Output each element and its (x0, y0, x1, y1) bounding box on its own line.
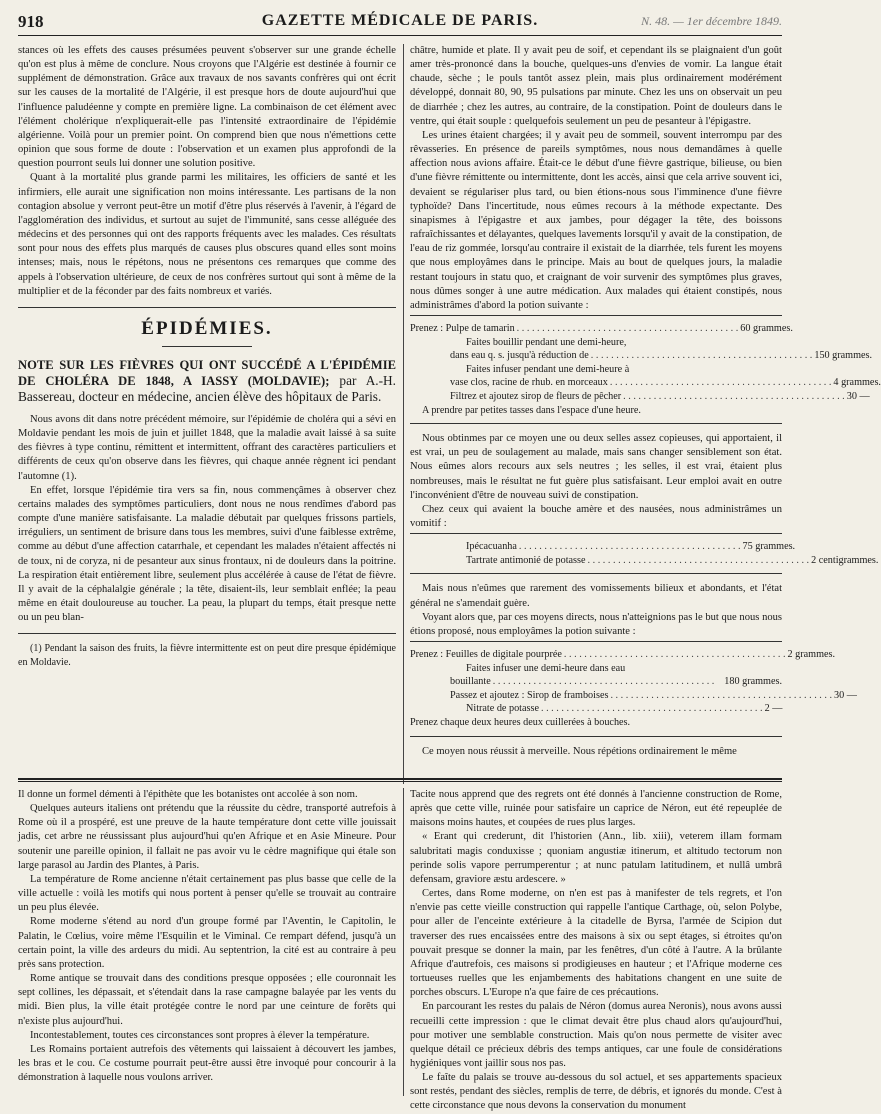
recipe-line: Filtrez et ajoutez sirop de fleurs de pêcher . . . 30 — (410, 390, 782, 404)
right-paragraph-2: Les urines étaient chargées; il y avait peu de sommeil, souvent interrompu par des rêvasseries. En présence de pareils symptômes, nous nous demandâmes à quelle affection nous avions affaire. Était-ce le début d'une fièvre gastrique, bilieuse, ou bien d'une fièvre rémittente ou intermittente, dont les accès, ainsi que cela arrive souvent ici, devaient se régulariser plus tard, ou bien étions-nous sous l'imminence d'une fièvre typhoïde? Dans l'incertitude, nous eûmes recours à la méthode expectante. Des sinapismes à l'épigastre et aux jambes, pour dégager la tête, des boissons rafraîchissantes et délayantes, quelques lavements lorsqu'il y avait de la constipation, de l'eau de riz gommée, lorsqu'au contraire il existait de la diarrhée, tels furent les moyens que nous employâmes dans le principe. Mais au bout de quelques jours, la maladie restant toujours in statu quo, et craignant de voir survenir des symptômes plus graves, nous dûmes songer à une autre médication. Aux malades qui étaient constipés, nous administrâmes d'abord la potion suivante : (410, 129, 782, 311)
recipe-line: Tartrate antimonié de potasse . . . 2 centigrammes. (410, 554, 782, 568)
right-paragraph-4: Chez ceux qui avaient la bouche amère et des nausées, nous administrâmes un vomitif : (410, 503, 782, 530)
page-header (18, 10, 782, 36)
intro-paragraph-1: stances où les effets des causes présumées peuvent s'observer sur une grande échelle qu'on est plus à même de conclure. Nous croyons que l'Algérie est destinée à fournir ce supplément de démonstration. Grâce aux travaux de nos savants confrères qui ont écrit sur les causes de la mortalité de l'Algérie, il est presque hors de doute aujourd'hui que l'influence paludéenne y compte en première ligne. La combinaison de cet élément avec l'élément cholérique n'expliquerait-elle pas l'intensité extraordinaire de l'épidémie algérienne. Voilà pour un premier point. On comprend bien que nous n'émettions cette opinion que sous forme de doute : l'observation et un examen plus approfondi de la question pourront seuls lui donner une solution positive. (18, 45, 396, 170)
recipe-line: Faites bouillir pendant une demi-heure, (466, 336, 627, 348)
bottom-right-paragraph: En parcourant les restes du palais de Néron (domus aurea Neronis), nous avons aussi recueilli cette impression : que le climat devait être plus chaud alors qu'aujourd'hui, pour motiver une semblable construction. Mais qu'on nous permette de visiter avec quelque détail ce précieux débris des temps antiques, car une foule de considérations hygiéniques vont jaillir sous nos pas. (410, 1001, 782, 1069)
bottom-left-paragraph: Rome antique se trouvait dans des conditions presque opposées ; elle couronnait les sept collines, les dépassait, et s'étendait dans la rase campagne balayée par les vents du midi. Bien plus, la ville était protégée contre le nord par une ceinture de forêts qui n'existe plus aujourd'hui. (18, 973, 396, 1027)
recipe-line: Prenez : Feuilles de digitale pourprée . . . 2 grammes. (410, 648, 782, 662)
bottom-left-paragraph: Les Romains portaient autrefois des vêtements qui laissaient à découvert les jambes, les bras et le cou. Ce costume pourrait peut-être aussi être invoqué pour concourir à la démonstration à laquelle nous voulons arriver. (18, 1043, 396, 1084)
recipe-line: dans eau q. s. jusqu'à réduction de . . . 150 grammes. (410, 349, 782, 363)
page-divider (18, 778, 782, 780)
bottom-left-paragraph: Rome moderne s'étend au nord d'un groupe formé par l'Aventin, le Capitolin, le Palatin, le Cœlius, voire même l'Esquilin et le Viminal. Ce rempart défend, jusqu'à un certain point, la ville des ardeurs du midi. Au septentrion, la cité est au contraire à peu près sans protection. (18, 916, 396, 970)
bottom-left-paragraph: Il donne un formel démenti à l'épithète que les botanistes ont accolée à son nom. (18, 789, 358, 800)
page-divider-thin (18, 781, 782, 782)
body-paragraph-2: En effet, lorsque l'épidémie tira vers sa fin, nous commençâmes à observer chez certains malades des symptômes particuliers, dont nous ne nous rendîmes d'abord pas compte d'une manière satisfaisante. La maladie débutait par quelques frissons partiels, irréguliers, un sentiment de brisure dans tous les membres, suivi d'une faiblesse extrême, comme au début d'une affection catarrhale, et cependant les malades n'étaient affectés ni de toux, ni de coryza, ni de pesanteur aux sinus frontaux, ni de douleurs dans la poitrine. La respiration était entièrement libre, seulement plus accélérée à cause de l'état de fièvre. Il y avait de la céphalalgie générale ; la tête, disaient-ils, leur semblait enflée; la peau même en était douloureuse au toucher. La peau, la plupart du temps, était presque nette ou un peu blan- (18, 484, 396, 624)
recipe-line: A prendre par petites tasses dans l'espace d'une heure. (422, 404, 641, 416)
bottom-left-column (18, 788, 396, 1096)
recipe-line: Nitrate de potasse . . . 2 — (410, 702, 782, 716)
section-title-underline (162, 346, 252, 347)
recipe-digitale (410, 641, 857, 737)
issue-date: N. 48. — 1er décembre 1849. (641, 14, 782, 28)
right-paragraph-5: Mais nous n'eûmes que rarement des vomissements bilieux et abondants, et l'état général ne s'amendait guère. (410, 583, 782, 609)
bottom-left-paragraph: La température de Rome ancienne n'était certainement pas plus basse que celle de la ville actuelle : voilà les motifs qui nous portent à penser qu'elle se trouvait au contraire un peu plus élevée. (18, 873, 396, 914)
column-divider (403, 44, 404, 784)
bottom-right-paragraph: « Erant qui crederunt, dit l'historien (Ann., lib. xiii), veterem illam formam salubritati magis conduxisse ; quoniam angustiæ itinerum, et altitudo tectorum non perinde solis vapore perrumperentur ; at nunc patulam latitudinem, et nullâ umbrâ defensam, graviore æstu ardescere. » (410, 831, 782, 885)
recipe-line: Prenez chaque deux heures deux cuillerées à bouches. (410, 717, 631, 728)
recipe-vomitif (410, 533, 879, 574)
footnote-divider (18, 633, 396, 634)
recipe-tamarin (410, 315, 881, 424)
right-closing-line: Ce moyen nous réussit à merveille. Nous répétions ordinairement le même (422, 745, 737, 757)
right-paragraph-6: Voyant alors que, par ces moyens directs, nous n'atteignions pas le but que nous nous étions proposé, nous employâmes la potion suivante : (410, 611, 782, 637)
recipe-line: bouillante . . . 180 grammes. (410, 675, 782, 689)
right-column (410, 44, 881, 790)
recipe-line: Passez et ajoutez : Sirop de framboises . . . 30 — (410, 689, 782, 703)
recipe-line: Faites infuser pendant une demi-heure à (466, 363, 630, 375)
section-title: ÉPIDÉMIES. (141, 317, 273, 339)
article-heading (18, 357, 396, 405)
recipe-line: Prenez : Pulpe de tamarin . . . 60 grammes. (410, 322, 782, 336)
recipe-line: Faites infuser une demi-heure dans eau (466, 662, 626, 674)
section-divider (18, 307, 396, 308)
footnote: (1) Pendant la saison des fruits, la fièvre intermittente est on peut dire presque épidémique en Moldavie. (18, 643, 396, 668)
body-paragraph-1: Nous avons dit dans notre précédent mémoire, sur l'épidémie de choléra qui a sévi en Moldavie pendant les mois de juin et juillet 1848, que la maladie avait laissé à sa suite des fièvres à type continu, rémittent et intermittent, offrant des caractères particuliers et différents de ceux qu'on observe dans les fièvres, qui chaque année règnent ici pendant l'automne (1). (18, 413, 396, 482)
right-paragraph-1: châtre, humide et plate. Il y avait peu de soif, et cependant ils se plaignaient d'un goût amer très-prononcé dans la bouche, quelques-uns d'envies de vomir. La langue était chaude, sèche ; le pouls tantôt assez plein, mais plus ordinairement modérément développé, donnait 80, 90, 95 pulsations par minute. Chez les uns on observait un peu de diarrhée ; chez les autres, au contraire, de la constipation. Point de douleurs dans le ventre, qui était souple : quelquefois seulement un peu de pesanteur à l'épigastre. (410, 45, 782, 127)
journal-title: GAZETTE MÉDICALE DE PARIS. (261, 12, 539, 29)
bottom-right-paragraph: Le faîte du palais se trouve au-dessous du sol actuel, et ses appartements spacieux sont restés, pendant des siècles, remplis de terre, de débris, et ignorés du monde. C'est à cette circonstance que nous devons la conservation du monument (410, 1072, 782, 1112)
bottom-left-paragraph: Incontestablement, toutes ces circonstances sont propres à élever la température. (30, 1029, 370, 1041)
bottom-right-paragraph: Tacite nous apprend que des regrets ont été donnés à l'ancienne construction de Rome, après que cette ville, ruinée pour satisfaire un caprice de Néron, eut été repeuplée de maisons moins hautes, et coupées de rues plus larges. (410, 789, 782, 829)
bottom-right-column (410, 788, 782, 1112)
page-number: 918 (18, 12, 44, 31)
left-column (18, 44, 396, 790)
bottom-column-divider (403, 788, 404, 1096)
right-paragraph-3: Nous obtinmes par ce moyen une ou deux selles assez copieuses, qui apportaient, il est vrai, un peu de soulagement au malade, mais sans changer sensiblement son état. Nous eûmes alors recours aux sels neutres ; les selles, il est vrai, étaient plus nombreuses, mais le résultat ne fut guère plus satisfaisant. Leur emploi avait en outre l'inconvénient d'être de nouveau suivi de constipation. (410, 433, 782, 501)
intro-paragraph-2: Quant à la mortalité plus grande parmi les militaires, les officiers de santé et les infirmiers, elle aurait une signification non moins intéressante. Les partisans de la non contagion absolue y verront peut-être un motif d'être plus réservés à l'avenir, à l'égard de l'agglomération des individus, et surtout au sujet de l'immunité, sans cesse alléguée des médecins et des personnes qui ont des rapports fréquents avec les malades. Ces résultats sont pour nous des effets plus marqués de causes plus obscures quand elles sont moins intenses; mais, nous le répétons, nous ne présentons ces remarques que comme des appels à l'observation ultérieure, de ceux de nos confrères surtout qui sont à même de la multiplier et de la féconder par des faits nombreux et variés. (18, 172, 396, 297)
recipe-line: Ipécacuanha . . . 75 grammes. (410, 540, 782, 554)
recipe-line: vase clos, racine de rhub. en morceaux . . . 4 grammes. (410, 376, 782, 390)
article-author: par A.-H. Bassereau, docteur en médecine, ancien élève des hôpitaux de Paris. (18, 372, 396, 404)
bottom-right-paragraph: Certes, dans Rome moderne, on n'en est pas à manifester de tels regrets, et l'on n'envie pas cette vieille construction qui rappelle l'antique Carthage, où, selon Polybe, pour aller de l'enceinte extérieure à la citadelle de Byrsa, l'armée de Scipion dut traverser des rues encaissées entre des maisons à six ou sept étages, si étroites qu'on pouvait presque se donner la main, par les fenêtres, d'un côté à l'autre. A la brûlante Afrique d'autrefois, ces maisons si prodigieuses en hauteur ; et l'Afrique moderne ces tortueuses ruelles que les enjambements des habitations changent en une suite de porches obscurs. L'Europe n'a que faire de ces précautions. (410, 888, 782, 999)
bottom-left-paragraph: Quelques auteurs italiens ont prétendu que la réussite du cèdre, transporté autrefois à Rome où il a prospéré, est une preuve de la haute température dont cette ville jouissait jadis, cet arbre ne réussissant plus aujourd'hui qu'en Afrique et en Asie Mineure. Pour soutenir une pareille opinion, il fallait ne pas avoir vu le cèdre magnifique qui étale son large parasol au Jardin des Plantes, à Paris. (18, 803, 396, 871)
article-title: NOTE SUR LES FIÈVRES QUI ONT SUCCÉDÉ A L'ÉPIDÉMIE DE CHOLÉRA DE 1848, A IASSY (MOLDAVIE); (18, 357, 396, 388)
